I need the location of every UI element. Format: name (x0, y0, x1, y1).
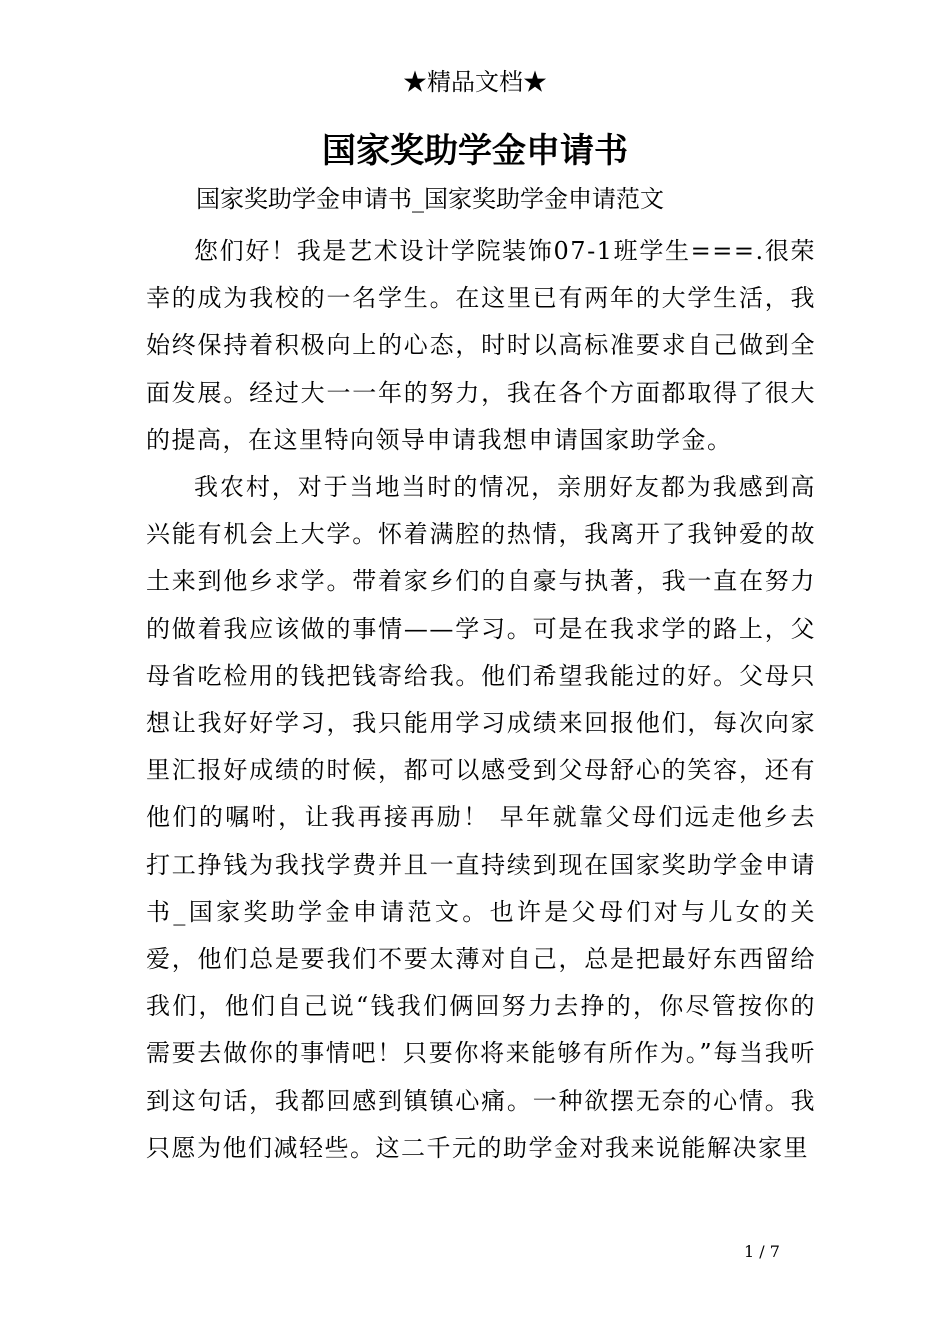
document-title: 国家奖助学金申请书 (322, 131, 628, 171)
page-number: 1 / 7 (744, 1242, 780, 1261)
paragraph-1: 您们好！我是艺术设计学院装饰07-1班学生===.很荣幸的成为我校的一名学生。在这里已有两年的大学生活，我始终保持着积极向上的心态，时时以高标准要求自己做到全面发展。经过大一一年的努力，我在各个方面都取得了很大的提高，在这里特向领导申请我想申请国家助学金。 (146, 237, 816, 454)
document-body (146, 228, 816, 1172)
paragraph-2: 我农村，对于当地当时的情况，亲朋好友都为我感到高兴能有机会上大学。怀着满腔的热情，我离开了我钟爱的故土来到他乡求学。带着家乡们的自豪与执著，我一直在努力的做着我应该做的事情——学习。可是在我求学的路上，父母省吃检用的钱把钱寄给我。他们希望我能过的好。父母只想让我好好学习，我只能用学习成绩来回报他们，每次向家里汇报好成绩的时候，都可以感受到父母舒心的笑容，还有他们的嘱咐，让我再接再励！ 早年就靠父母们远走他乡去打工挣钱为我找学费并且一直持续到现在国家奖助学金申请书_国家奖助学金申请范文。也许是父母们对与儿女的关爱，他们总是要我们不要太薄对自己，总是把最好东西留给我们，他们自己说“钱我们俩回努力去挣的，你尽管按你的需要去做你的事情吧！只要你将来能够有所作为。”每当我听到这句话，我都回感到镇镇心痛。一种欲摆无奈的心情。我只愿为他们减轻些。这二千元的助学金对我来说能解决家里 (146, 473, 816, 1162)
document-subtitle: 国家奖助学金申请书_国家奖助学金申请范文 (196, 185, 664, 213)
header-mark: ★精品文档★ (403, 68, 547, 96)
